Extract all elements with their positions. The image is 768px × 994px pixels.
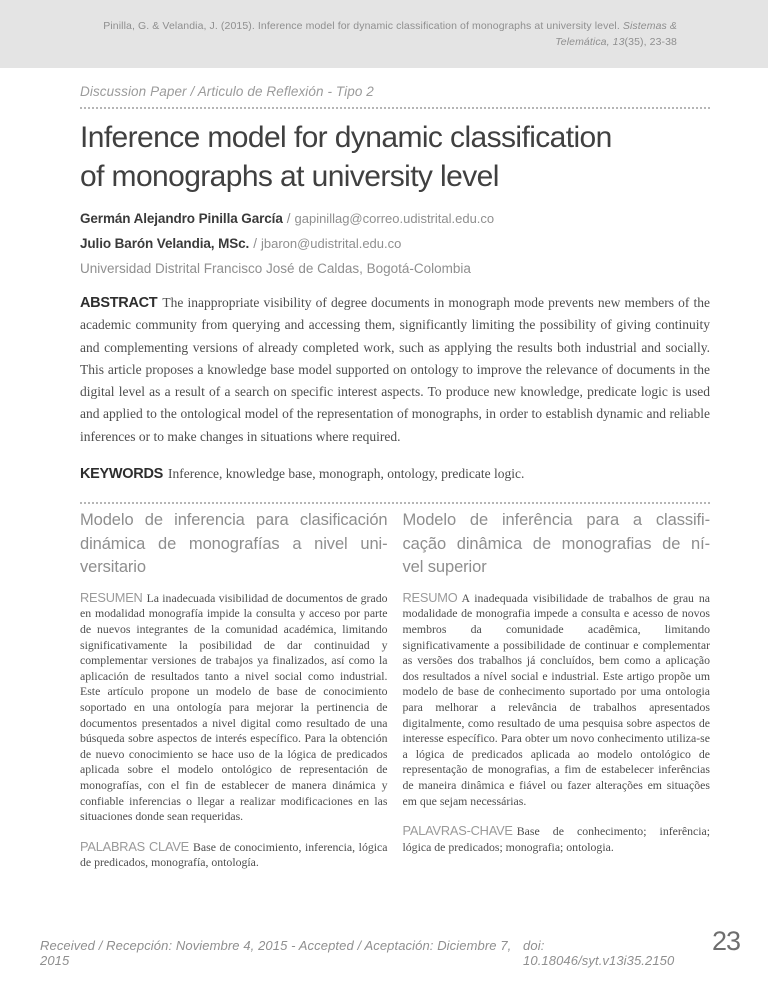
keywords-text: Inference, knowledge base, monograph, ontology, predicate logic. — [168, 466, 525, 482]
spanish-title-line-3: versitario — [80, 558, 146, 577]
author-2-name: Julio Barón Velandia, MSc. — [80, 236, 250, 251]
page-title — [80, 118, 710, 196]
keywords-label: KEYWORDS — [80, 466, 163, 483]
portuguese-keywords-paragraph — [403, 823, 711, 855]
spanish-abstract-text: La inadecuada visibilidad de documentos de grado en modalidad monografía impide la consulta y acceso por parte de nuevos integrantes de la comunidad académica, limitando significativamente la posibilidad de dar continuidad y complementar versiones de trabajos ya finalizados, así como la aplicación de resultados tanto a nivel social como industrial. Este artículo propone un modelo de base de conocimiento soportado en una ontología para mejorar la pertinencia de documentos presentados a nivel digital como resultado de una búsqueda sobre aspectos de interés específico. Para la obtención de nuevo conocimiento se hace uso de la lógica de predicados aplicada sobre el modelo ontológico de representación de monografías, con el fin de establecer de manera dinámica y confiable inferencias o llegar a realizar modificaciones en las situaciones donde sean requeridas. — [80, 590, 388, 824]
dotted-divider-middle — [80, 502, 710, 504]
spanish-column — [80, 509, 388, 883]
affiliation: Universidad Distrital Francisco José de Caldas, Bogotá-Colombia — [80, 261, 471, 276]
article-type-label: Discussion Paper / Articulo de Reflexión - Tipo 2 — [80, 84, 374, 99]
portuguese-keywords-text: Base de conhecimento; inferência; lógica de predicados; monografia; ontologia. — [402, 824, 710, 854]
page-title-line-2: of monographs at university level — [80, 160, 499, 193]
author-2-email: jbaron@udistrital.edu.co — [260, 236, 402, 251]
abstract-text: The inappropriate visibility of degree documents in monograph mode prevents new members of the academic community from querying and accessing them, significantly limiting the possibility of giving continuity and complementing versions of already completed work, such as applying the results both industrial and socially. This article proposes a knowledge base model supported on ontology to improve the relevance of documents in the digital level as a result of a search on specific interest aspects. To produce new knowledge, predicate logic is used and applied to the ontological model of the representation of monographs, in order to establish dynamic and reliable inferences or to make changes in situations where required. — [80, 295, 710, 444]
received-accepted-dates: Received / Recepción: Noviembre 4, 2015 - Accepted / Aceptación: Diciembre 7, 2015 — [40, 938, 512, 968]
author-1-separator: / — [286, 211, 291, 226]
spanish-keywords-paragraph — [80, 839, 388, 871]
portuguese-title-line-1: Modelo de inferência para a classifi- — [402, 511, 710, 530]
author-1-email: gapinillag@correo.udistrital.edu.co — [294, 211, 495, 226]
page-title-line-1: Inference model for dynamic classification — [80, 121, 612, 154]
spanish-abstract-paragraph — [80, 590, 388, 825]
spanish-abstract-label: RESUMEN — [80, 589, 143, 605]
author-line-1 — [80, 211, 710, 226]
dotted-divider-top — [80, 107, 710, 109]
portuguese-keywords-label: PALAVRAS-CHAVE — [402, 823, 513, 839]
portuguese-title-line-2: cação dinâmica de monografias de ní- — [402, 534, 710, 553]
journal-citation-header — [0, 0, 768, 68]
citation-issue-pages: (35), 23-38 — [624, 36, 677, 48]
abstract-label: ABSTRACT — [80, 295, 158, 311]
citation-journal-name: Sistemas & Telemática, 13 — [555, 20, 677, 48]
portuguese-title — [403, 509, 711, 580]
spanish-keywords-label: PALABRAS CLAVE — [80, 838, 190, 854]
spanish-title — [80, 509, 388, 580]
author-2-separator: / — [253, 236, 257, 251]
page-number: 23 — [711, 926, 740, 956]
spanish-title-line-1: Modelo de inferencia para clasificación — [80, 511, 388, 530]
doi-text: doi: 10.18046/syt.v13i35.2150 — [523, 938, 675, 968]
citation-text — [77, 18, 677, 50]
portuguese-abstract-label: RESUMO — [402, 589, 458, 605]
translated-abstracts — [80, 509, 710, 883]
portuguese-abstract-paragraph — [403, 590, 711, 809]
spanish-keywords-text: Base de conocimiento, inferencia, lógica de predicados, monografía, ontología. — [80, 839, 388, 870]
author-block — [80, 211, 710, 276]
spanish-title-line-2: dinámica de monografías a nivel uni- — [80, 534, 388, 553]
portuguese-abstract-text: A inadequada visibilidade de trabalhos de grau na modalidade de monografia impede a consulta e acesso de novos membros da comunidade acadêmica, limitando significativamente a possibilidade de continuar e complementar as versões dos trabalhos já concluídos, bem como a aplicação dos resultados a nível social e industrial. Este artigo propõe um modelo de base de conhecimento suportado por uma ontologia para melhorar a relevância de trabalhos apresentados digitalmente, como resultado de uma pesquisa sobre aspectos de interesse específico. Para obter um novo conhecimento utiliza-se a lógica de predicados aplicada ao modelo ontológico de representação de monografias, a fim de estabelecer inferências de maneira dinâmica e fiável ou fazer alterações em situações em que sejam necessárias. — [402, 590, 710, 808]
article-first-page — [80, 84, 710, 883]
author-line-2 — [80, 236, 710, 251]
portuguese-column — [403, 509, 711, 883]
page-footer — [40, 928, 740, 968]
citation-plain-part: Pinilla, G. & Velandia, J. (2015). Inference model for dynamic classification of monographs at university level. — [103, 20, 623, 32]
keywords-paragraph — [80, 463, 710, 485]
portuguese-title-line-3: vel superior — [402, 558, 487, 577]
abstract-paragraph — [80, 292, 710, 448]
author-1-name: Germán Alejandro Pinilla García — [80, 211, 283, 226]
